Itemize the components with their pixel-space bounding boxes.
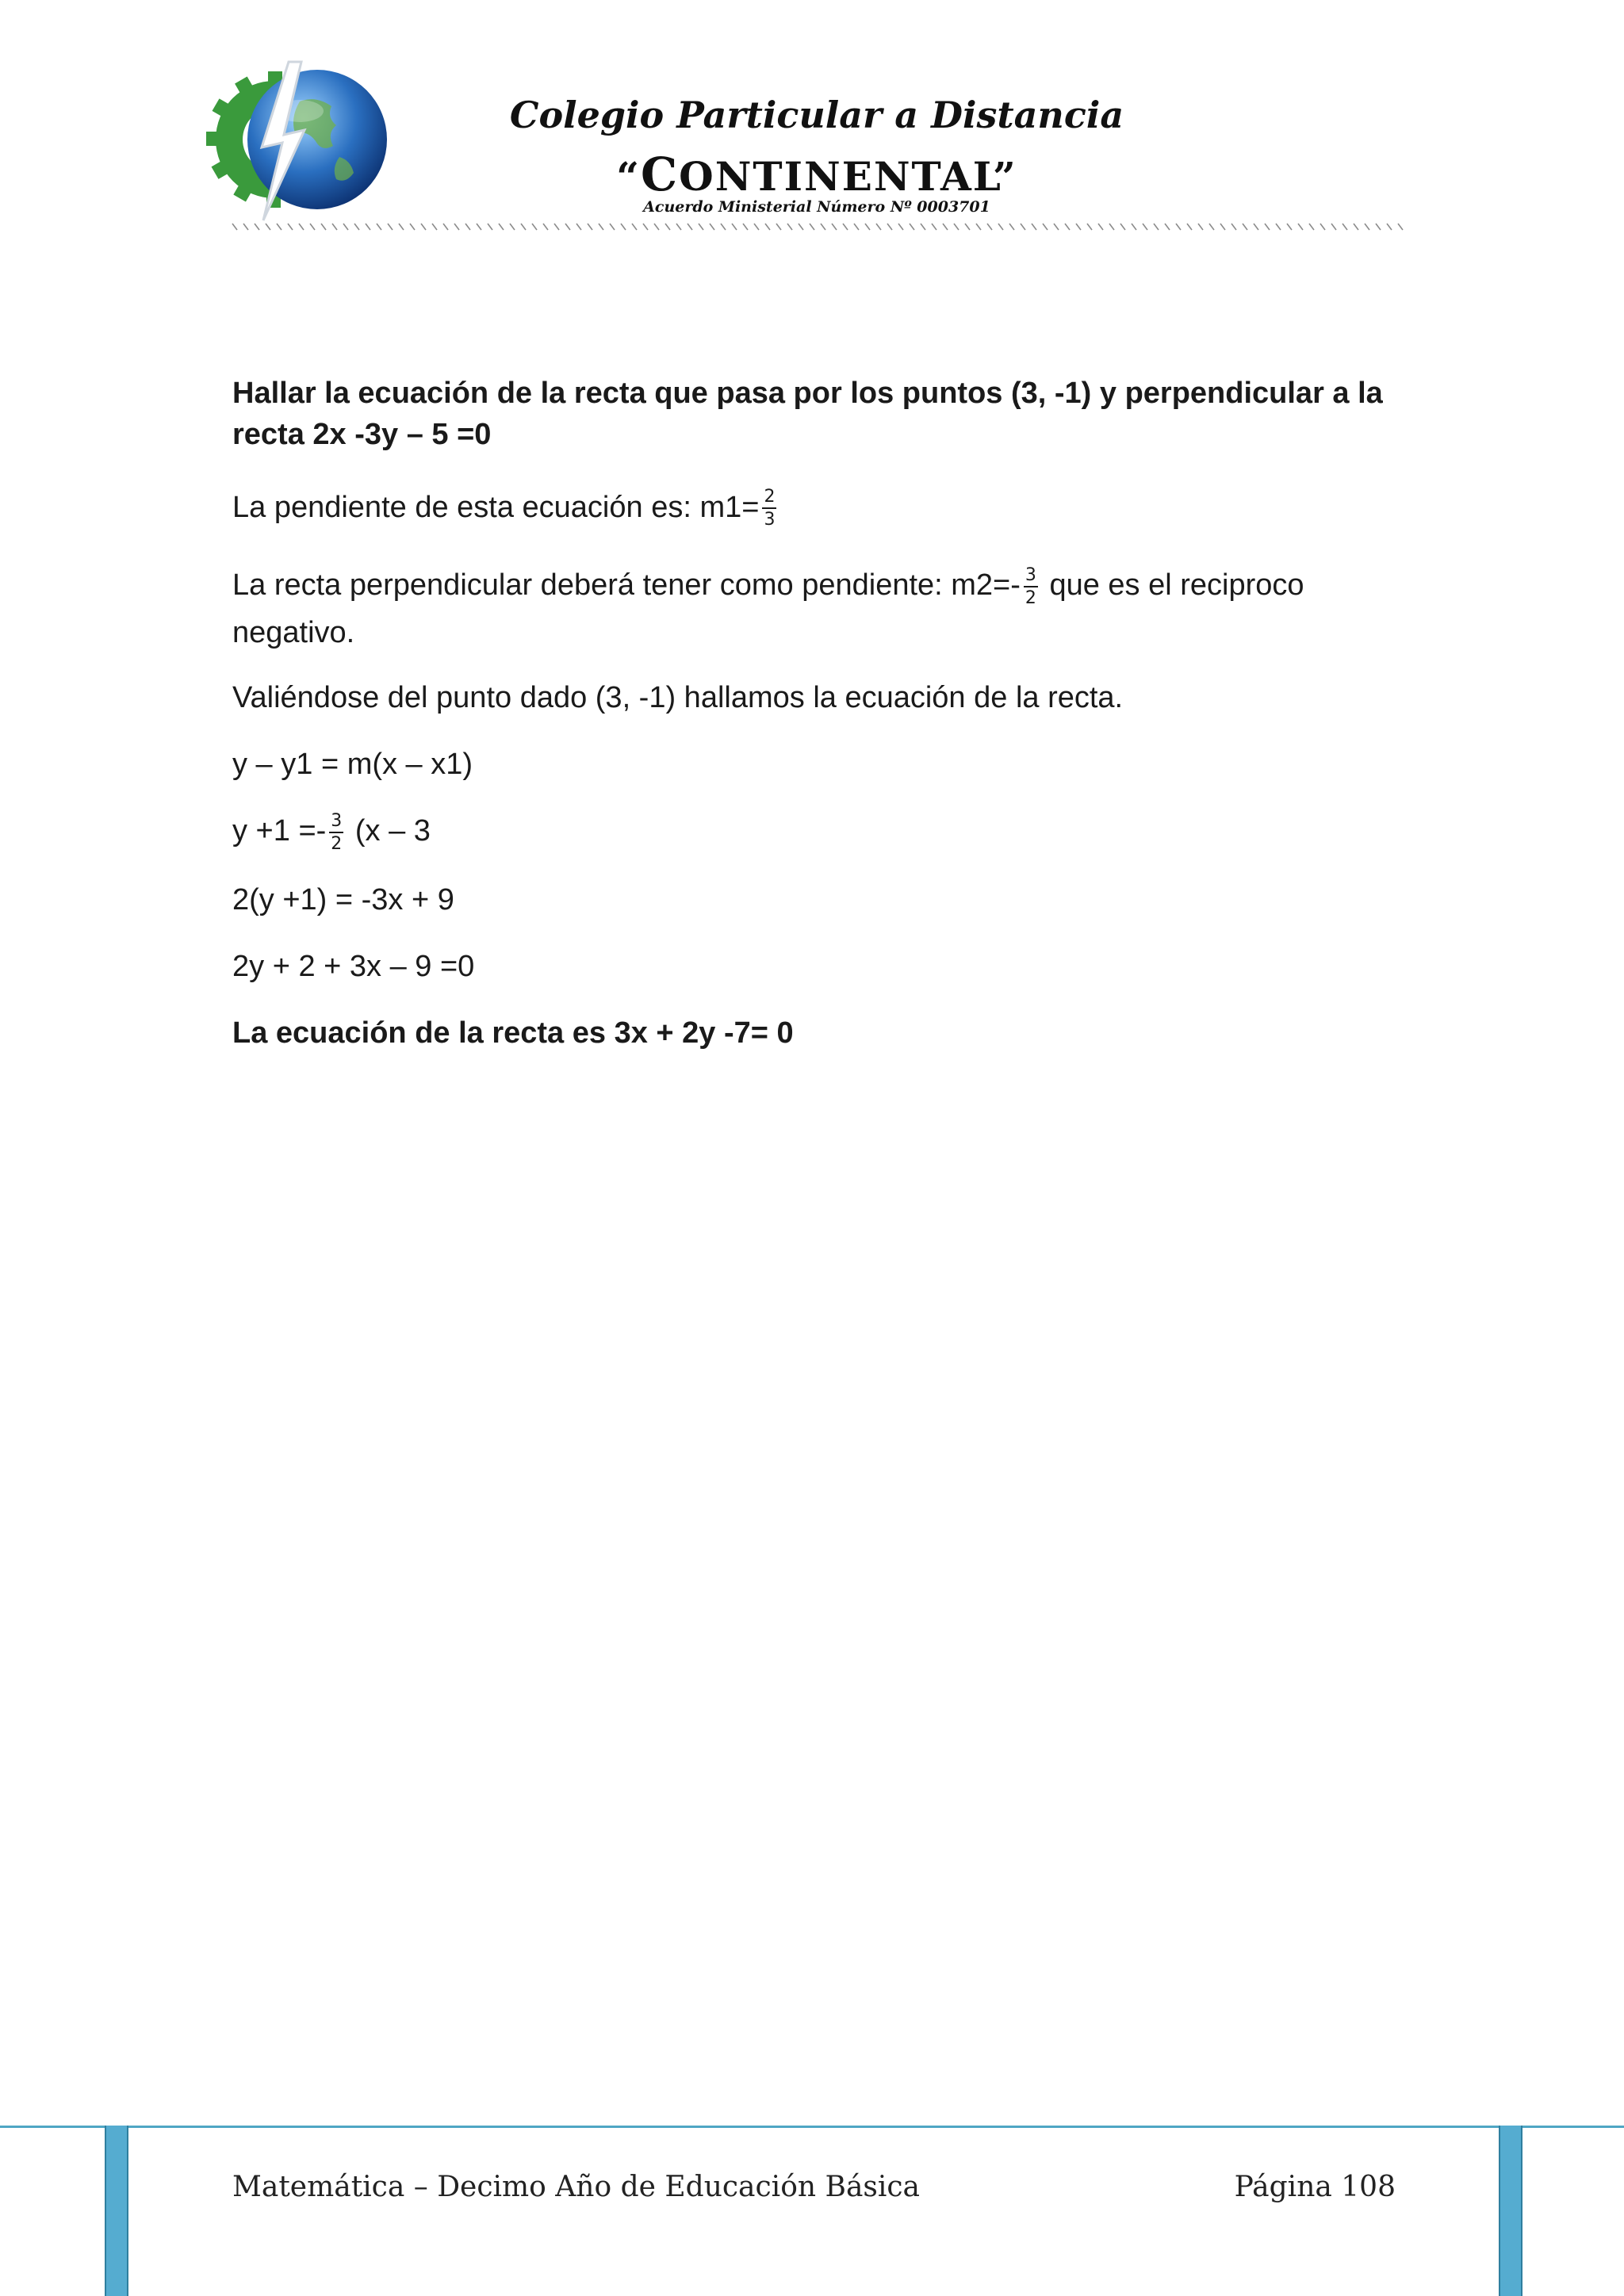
footer-bar-right — [1499, 2126, 1522, 2296]
equation-2 — [232, 810, 1398, 853]
slope-fraction — [762, 488, 776, 530]
equation-1: y – y1 = m(x – x1) — [232, 748, 473, 782]
eq2-numerator: 3 — [329, 812, 343, 833]
title-first-letter: C — [641, 147, 680, 201]
eq2-denominator: 2 — [331, 833, 343, 854]
title-rest: ONTINENTAL — [679, 153, 993, 200]
header-divider — [232, 220, 1404, 233]
title-close-quote: ” — [992, 153, 1017, 200]
slope-line — [232, 487, 1398, 530]
perp-denominator: 2 — [1025, 587, 1036, 608]
slope-denominator: 3 — [764, 510, 776, 530]
equation-4: 2y + 2 + 3x – 9 =0 — [232, 949, 475, 983]
footer-subject: Matemática – Decimo Año de Educación Básica — [232, 2171, 921, 2203]
school-name: Colegio Particular a Distancia — [509, 94, 1124, 136]
problem-statement: Hallar la ecuación de la recta que pasa por los puntos (3, -1) y perpendicular a la recta 2x -3y – 5 =0 — [232, 377, 1383, 451]
eq2-fraction — [329, 812, 343, 854]
school-title — [444, 147, 1189, 201]
point-line: Valiéndose del punto dado (3, -1) hallamos la ecuación de la recta. — [232, 681, 1124, 715]
eq2-text-b: (x – 3 — [347, 814, 431, 848]
slope-text: La pendiente de esta ecuación es: m1= — [232, 491, 760, 524]
perp-text-a: La recta perpendicular deberá tener como pendiente: m2=- — [232, 568, 1021, 603]
ministerial-agreement: Acuerdo Ministerial Número Nº 0003701 — [643, 198, 990, 216]
perp-numerator: 3 — [1024, 566, 1038, 587]
perp-text-b: que es el reciproco negativo. — [232, 568, 1304, 650]
final-answer: La ecuación de la recta es 3x + 2y -7= 0 — [232, 1016, 794, 1050]
perpendicular-line — [232, 561, 1398, 656]
title-open-quote: “ — [616, 153, 641, 200]
page-content — [232, 373, 1398, 1054]
perp-fraction — [1024, 566, 1038, 608]
page-number: Página 108 — [1234, 2171, 1396, 2203]
eq2-text-a: y +1 =- — [232, 814, 327, 848]
school-logo — [205, 54, 395, 228]
equation-3: 2(y +1) = -3x + 9 — [232, 882, 454, 916]
footer-bar-left — [105, 2126, 128, 2296]
footer-divider — [0, 2126, 1624, 2128]
slope-numerator: 2 — [762, 488, 776, 509]
